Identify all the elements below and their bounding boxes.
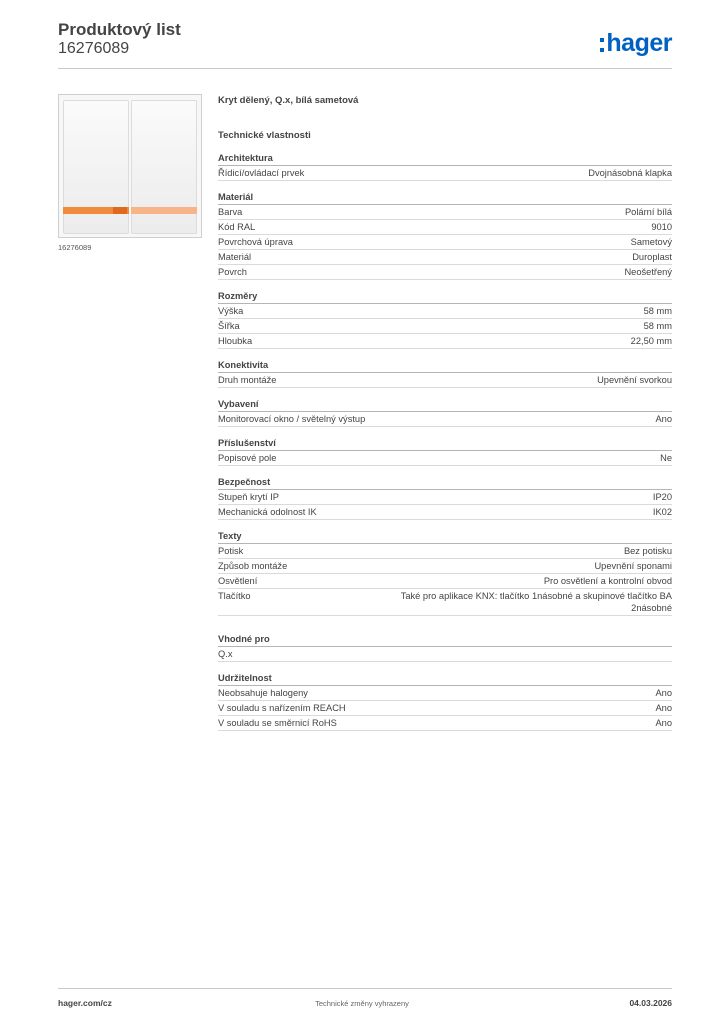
section-bezpecnost [218, 475, 672, 520]
spec-row [218, 701, 672, 716]
spec-label: Neobsahuje halogeny [218, 688, 308, 698]
spec-value: Sametový [630, 237, 672, 247]
spec-value: Polární bílá [624, 207, 672, 217]
page-title: Produktový list [58, 20, 181, 39]
spec-value: Ano [655, 703, 672, 713]
spec-label: Výška [218, 306, 244, 316]
light-window-right [131, 207, 197, 214]
spec-value: Ano [655, 688, 672, 698]
spec-label: Monitorovací okno / světelný výstup [218, 414, 366, 424]
section-prislusenstvi [218, 436, 672, 466]
spec-value: Bez potisku [623, 546, 672, 556]
logo-colon-icon [600, 38, 604, 52]
spec-value: Upevnění svorkou [597, 375, 672, 385]
spec-label: Barva [218, 207, 243, 217]
section-vhodne-pro [218, 632, 672, 662]
spec-label: Materiál [218, 252, 252, 262]
spec-row [218, 319, 672, 334]
spec-row [218, 265, 672, 280]
spec-value: Pro osvětlení a kontrolní obvod [543, 576, 672, 586]
spec-row [218, 250, 672, 265]
product-details [218, 95, 672, 740]
spec-row [218, 686, 672, 701]
section-title: Bezpečnost [218, 475, 672, 490]
spec-row [218, 451, 672, 466]
spec-row [218, 304, 672, 319]
spec-label: Řídicí/ovládací prvek [218, 168, 305, 178]
footer-website-link[interactable]: hager.com/cz [58, 998, 112, 1008]
section-rozmery [218, 289, 672, 349]
spec-value: Dvojnásobná klapka [588, 168, 672, 178]
logo-wordmark: hager [606, 29, 672, 57]
section-title: Udržitelnost [218, 671, 672, 686]
spec-value: 58 mm [643, 306, 672, 316]
spec-label: Tlačítko [218, 591, 251, 601]
image-caption: 16276089 [58, 243, 92, 252]
section-title: Rozměry [218, 289, 672, 304]
section-title: Architektura [218, 151, 672, 166]
spec-row [218, 412, 672, 427]
spec-row [218, 373, 672, 388]
spec-value: IP20 [652, 492, 672, 502]
spec-label: V souladu s nařízením REACH [218, 703, 346, 713]
spec-label: Q.x [218, 649, 233, 659]
section-title: Příslušenství [218, 436, 672, 451]
section-title: Texty [218, 529, 672, 544]
section-architektura [218, 151, 672, 181]
spec-row [218, 334, 672, 349]
light-indicator [113, 207, 127, 214]
spec-value: 58 mm [643, 321, 672, 331]
section-title: Vybavení [218, 397, 672, 412]
product-image [58, 94, 202, 238]
footer-date: 04.03.2026 [629, 998, 672, 1008]
spec-label: V souladu se směrnicí RoHS [218, 718, 337, 728]
section-title: Konektivita [218, 358, 672, 373]
spec-row [218, 505, 672, 520]
spec-label: Šířka [218, 321, 240, 331]
spec-row [218, 589, 672, 616]
spec-label: Popisové pole [218, 453, 277, 463]
spec-label: Způsob montáže [218, 561, 288, 571]
spec-value: Duroplast [632, 252, 672, 262]
header-divider [58, 68, 672, 69]
spec-row [218, 166, 672, 181]
spec-value: 22,50 mm [630, 336, 672, 346]
spec-value: Ano [655, 718, 672, 728]
section-material [218, 190, 672, 280]
spec-value: IK02 [652, 507, 672, 517]
spec-row [218, 574, 672, 589]
spec-value: Upevnění sponami [594, 561, 672, 571]
product-number: 16276089 [58, 40, 130, 57]
footer-divider [58, 988, 672, 989]
footer-note: Technické změny vyhrazeny [315, 999, 409, 1008]
spec-label: Osvětlení [218, 576, 258, 586]
spec-label: Hloubka [218, 336, 253, 346]
spec-label: Potisk [218, 546, 244, 556]
spec-label: Povrchová úprava [218, 237, 293, 247]
product-name: Kryt dělený, Q.x, bílá sametová [218, 95, 359, 106]
spec-value: 9010 [651, 222, 672, 232]
spec-row [218, 220, 672, 235]
spec-row [218, 544, 672, 559]
spec-row [218, 647, 672, 662]
section-udrzitelnost [218, 671, 672, 731]
spec-value: Ano [655, 414, 672, 424]
technical-properties-heading: Technické vlastnosti [218, 130, 311, 141]
spec-label: Kód RAL [218, 222, 256, 232]
section-title: Vhodné pro [218, 632, 672, 647]
spec-value: Ne [660, 453, 672, 463]
spec-label: Stupeň krytí IP [218, 492, 279, 502]
section-vybaveni [218, 397, 672, 427]
spec-label: Povrch [218, 267, 247, 277]
spec-row [218, 716, 672, 731]
spec-label: Mechanická odolnost IK [218, 507, 317, 517]
spec-row [218, 205, 672, 220]
section-title: Materiál [218, 190, 672, 205]
section-texty [218, 529, 672, 616]
section-konektivita [218, 358, 672, 388]
spec-value: Neošetřený [624, 267, 672, 277]
spec-row [218, 559, 672, 574]
spec-label: Druh montáže [218, 375, 277, 385]
hager-logo [600, 28, 672, 58]
spec-row [218, 235, 672, 250]
spec-value: Také pro aplikace KNX: tlačítko 1násobné a skupinové tlačítko BA 2násobné [400, 591, 672, 613]
spec-row [218, 490, 672, 505]
